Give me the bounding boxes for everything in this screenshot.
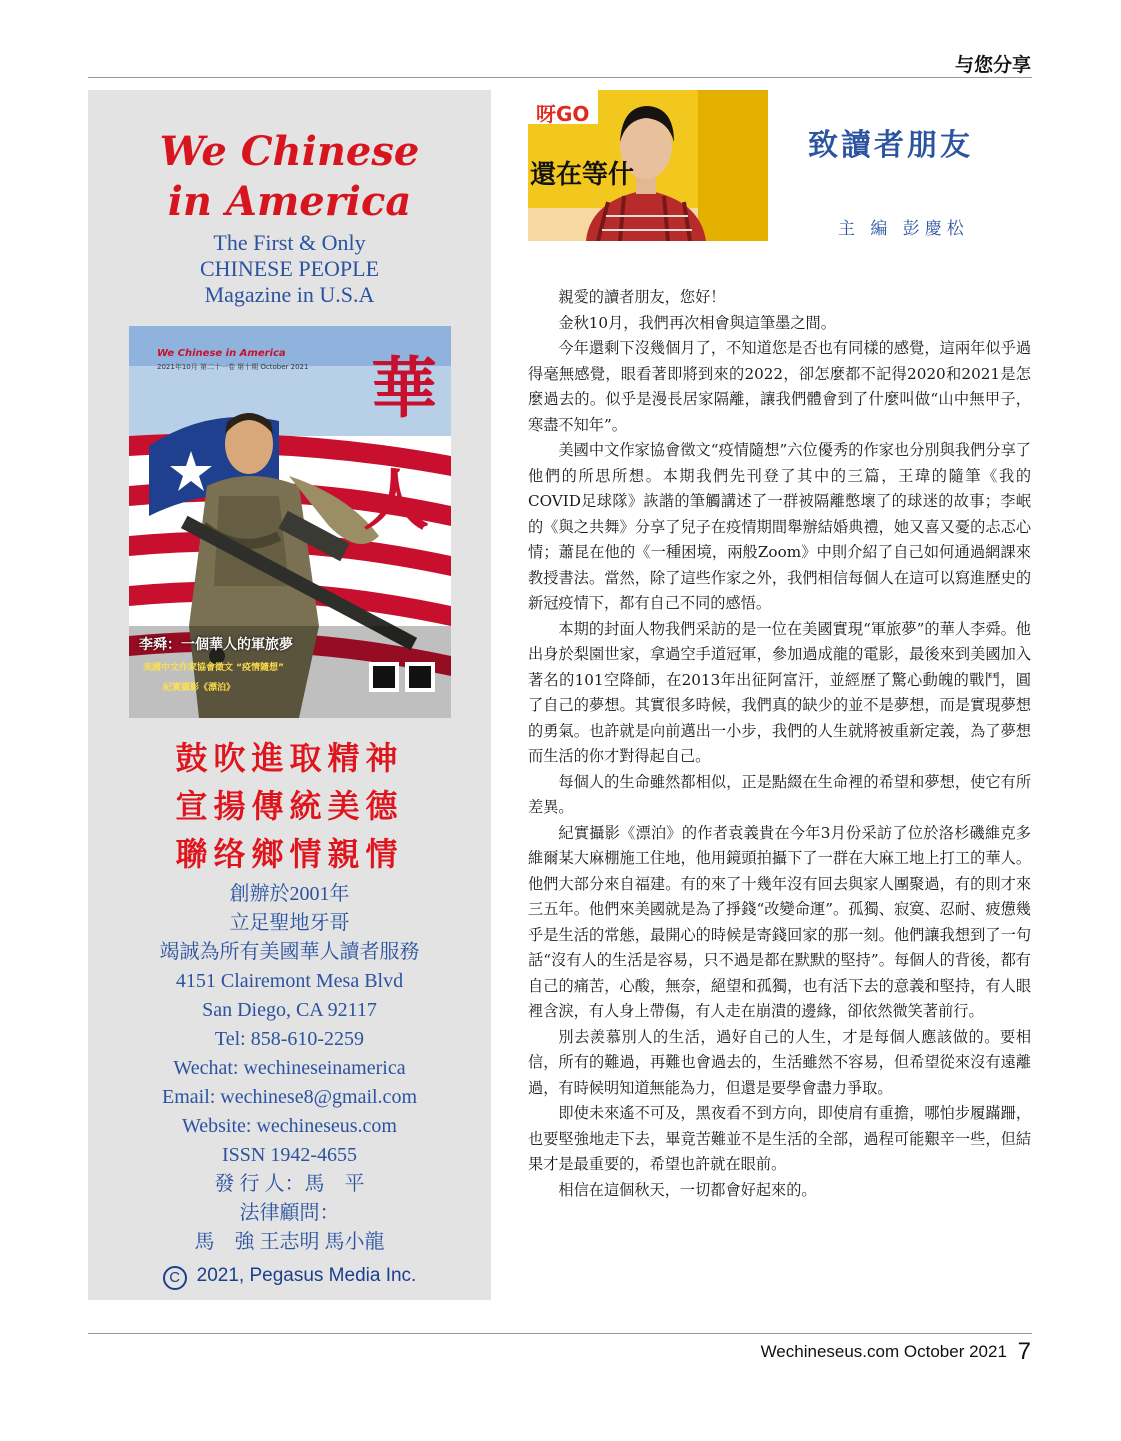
article-paragraph: 今年還剩下沒幾個月了，不知道您是否也有同樣的感覺，這兩年似乎過得毫無感覺，眼看著即將到來的2022，卻怎麼都不記得2020和2021是怎麼過去的。似乎是漫長居家隔離，讓我們體會到了什麼叫做“山中無甲子，寒盡不知年”。 — [528, 339, 1031, 434]
copyright-line — [88, 1265, 491, 1290]
article-paragraph: 即使未來遙不可及，黑夜看不到方向，即使肩有重擔，哪怕步履蹣跚，也要堅強地走下去，畢竟苦難並不是生活的全部，過程可能艱辛一些，但結果才是最重要的，希望也許就在眼前。 — [528, 1104, 1031, 1173]
article-paragraph: 相信在這個秋天，一切都會好起來的。 — [558, 1180, 817, 1199]
info-founded: 創辦於2001年 — [229, 883, 350, 905]
editor-photo — [528, 90, 768, 241]
motto-line3: 聯络鄉情親情 — [175, 835, 404, 873]
article-title: 致讀者朋友 — [808, 128, 973, 163]
bottom-divider — [88, 1333, 1032, 1334]
section-label: 与您分享 — [954, 54, 1031, 76]
magazine-cover-image — [129, 326, 451, 718]
info-city: San Diego, CA 92117 — [202, 999, 377, 1021]
cover-masthead: We Chinese in America — [157, 348, 286, 359]
info-service: 竭誠為所有美國華人讀者服務 — [159, 941, 420, 963]
info-phone: Tel: 858-610-2259 — [214, 1028, 365, 1050]
cover-title-char1: 華 — [371, 350, 437, 427]
info-address: 4151 Clairemont Mesa Blvd — [175, 970, 404, 992]
footer-site: Wechineseus.com — [760, 1342, 900, 1361]
article-paragraph: 每個人的生命雖然都相似，正是點綴在生命裡的希望和夢想，使它有所差異。 — [528, 772, 1031, 816]
page-footer — [761, 1338, 1031, 1366]
article-paragraph: 美國中文作家協會徵文“疫情隨想”六位優秀的作家也分別與我們分享了他們的所思所想。本期我們先刊登了其中的三篇，王瑋的隨筆《我的COVID足球隊》詼諧的筆觸講述了一群被隔離憋壞了的球迷的故事；李岷的《與之共舞》分享了兒子在疫情期間舉辦結婚典禮，她又喜又憂的忐忑心情；蕭昆在他的《一種困境，兩般Zoom》中則介紹了自己如何通過網課來教授書法。當然，除了這些作家之外，我們相信每個人在這可以寫進歷史的新冠疫情下，都有自己不同的感悟。 — [528, 441, 1031, 612]
info-base: 立足聖地牙哥 — [229, 912, 350, 934]
article-byline: 主 編 彭慶松 — [838, 219, 969, 239]
info-issn: ISSN 1942-4655 — [221, 1144, 357, 1166]
magazine-sidebar — [88, 90, 491, 1300]
tagline-line3: Magazine in U.S.A — [204, 282, 375, 307]
info-website: Website: wechineseus.com — [182, 1115, 397, 1137]
article-paragraph: 本期的封面人物我們采訪的是一位在美國實現“軍旅夢”的華人李舜。他出身於梨園世家，拿過空手道冠軍，參加過成龍的電影，最後來到美國加入著名的101空降師，在2013年出征阿富汗，並經歷了驚心動魄的戰鬥，圓了自己的夢想。其實很多時候，我們真的缺少的並不是夢想，而是實現夢想的勇氣。也許就是向前邁出一小步，我們的人生就將被重新定義，為了夢想而生活的你才對得起自己。 — [528, 619, 1031, 765]
tagline-line1: The First & Only — [213, 230, 366, 255]
info-wechat: Wechat: wechineseinamerica — [173, 1057, 406, 1079]
info-publisher: 發 行 人：馬 平 — [214, 1173, 365, 1195]
photo-sign-text: 還在等什 — [530, 160, 635, 190]
article-paragraph: 親愛的讀者朋友，您好！ — [558, 288, 726, 306]
copyright-icon: C — [163, 1266, 187, 1290]
cover-headline: 李舜：一個華人的軍旅夢 — [139, 637, 293, 653]
article-body — [528, 285, 1031, 1203]
copyright-text: 2021, Pegasus Media Inc. — [196, 1265, 417, 1286]
article-paragraph: 別去羨慕別人的生活，過好自己的人生，才是每個人應該做的。要相信，所有的難過，再難也會過去的，生活雖然不容易，但希望從來沒有遠離過，有時候明知道無能為力，但還是要學會盡力爭取。 — [528, 1027, 1031, 1097]
info-legal-label: 法律顧問： — [239, 1202, 340, 1224]
info-legal-names: 馬 強 王志明 馬小龍 — [194, 1231, 385, 1253]
cover-title-char2: 人 — [363, 462, 429, 539]
article-paragraph: 金秋10月，我們再次相會與這筆墨之間。 — [558, 313, 836, 332]
photo-sign-top: 呀GO — [536, 102, 590, 126]
brand-title-line1: We Chinese — [159, 128, 420, 175]
motto-line1: 鼓吹進取精神 — [175, 739, 404, 777]
page-number: 7 — [1017, 1338, 1031, 1365]
tagline-line2: CHINESE PEOPLE — [199, 256, 380, 281]
motto-line2: 宣揚傳統美德 — [175, 787, 404, 825]
top-divider — [88, 77, 1032, 78]
footer-issue: October 2021 — [903, 1342, 1007, 1361]
article-paragraph: 紀實攝影《漂泊》的作者袁義貴在今年3月份采訪了位於洛杉磯維克多維爾某大麻棚施工住地，他用鏡頭拍攝下了一群在大麻工地上打工的華人。他們大部分來自福建。有的來了十幾年沒有回去與家人團聚過，有的則才來三五年。他們來美國就是為了掙錢“改變命運”。孤獨、寂寞、忍耐、疲憊幾乎是生活的常態，最開心的時候是寄錢回家的那一刻。他們讓我想到了一句話“沒有人的生活是容易，只不過是都在默默的堅持”。每個人的背後，都有自己的痛苦，心酸，無奈，絕望和孤獨，也有活下去的意義和堅持，有人眼裡含淚，有人身上帶傷，有人走在崩潰的邊緣，卻依然微笑著前行。 — [528, 823, 1031, 1020]
cover-subline2: 紀實攝影《漂泊》 — [163, 683, 236, 693]
cover-subline1: 美國中文作家協會徵文 “疫情隨想” — [143, 663, 284, 673]
info-email: Email: wechinese8@gmail.com — [161, 1086, 417, 1108]
cover-issue-line: 2021年10月 第二十一卷 第十期 October 2021 — [157, 363, 309, 371]
brand-title-line2: in America — [167, 178, 412, 225]
